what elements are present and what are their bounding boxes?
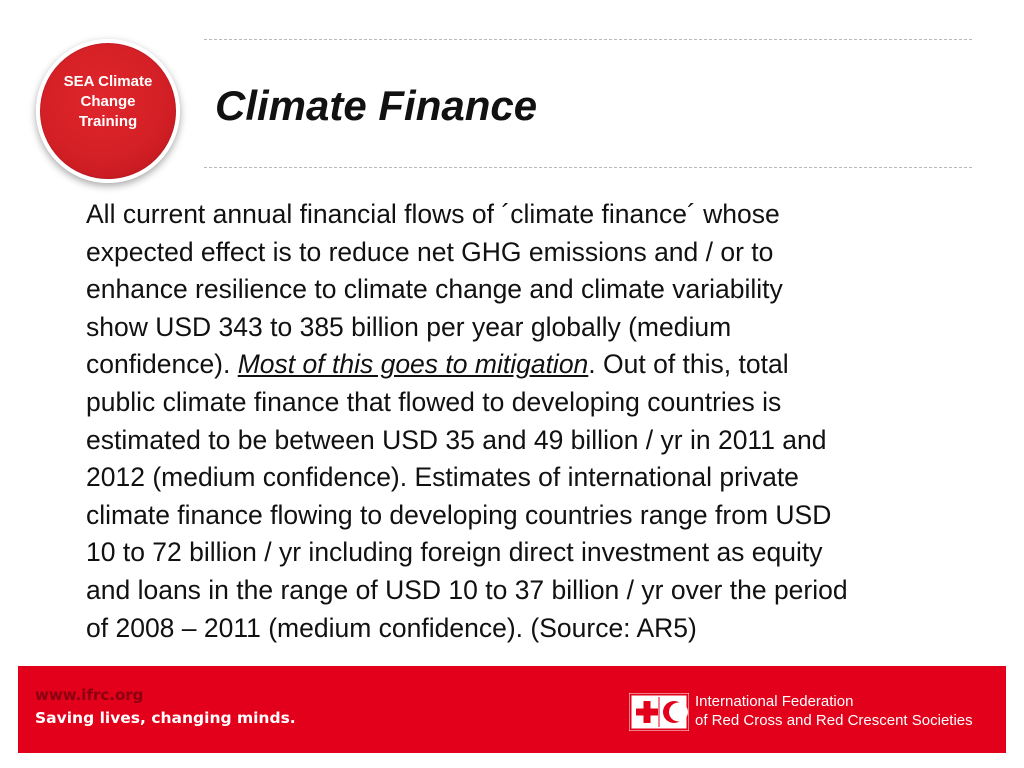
website-url: www.ifrc.org — [35, 686, 144, 704]
header-divider-bottom — [204, 167, 972, 168]
training-badge — [36, 39, 180, 183]
body-text-segment: . Out of this, total — [588, 349, 789, 380]
body-line: enhance resilience to climate change and climate variability — [86, 274, 783, 305]
badge-line: Change — [80, 93, 136, 110]
badge-line: SEA Climate — [63, 73, 153, 90]
body-line: estimated to be between USD 35 and 49 billion / yr in 2011 and — [86, 424, 827, 455]
body-line: and loans in the range of USD 10 to 37 billion / yr over the period — [86, 574, 848, 605]
organization-name-line: of Red Cross and Red Crescent Societies — [695, 712, 973, 729]
body-line: 2012 (medium confidence). Estimates of international private — [86, 462, 799, 493]
tagline: Saving lives, changing minds. — [35, 709, 296, 727]
badge-line: Training — [78, 113, 138, 130]
footer-banner — [18, 666, 1006, 753]
organization-name-line: International Federation — [695, 693, 854, 710]
slide-title: Climate Finance — [215, 82, 538, 129]
body-line: public climate finance that flowed to developing countries is — [86, 386, 782, 417]
slide-body — [86, 196, 996, 647]
badge-label — [53, 72, 163, 132]
body-text-segment: confidence). — [86, 349, 238, 380]
header-divider-top — [204, 39, 972, 40]
red-cross-red-crescent-logo-icon — [629, 693, 689, 731]
body-line: expected effect is to reduce net GHG emissions and / or to — [86, 236, 774, 267]
body-line: of 2008 – 2011 (medium confidence). (Source: AR5) — [86, 612, 697, 643]
organization-name — [695, 692, 973, 730]
body-line — [86, 346, 996, 384]
body-line: All current annual financial flows of ´climate finance´ whose — [86, 199, 780, 229]
body-line: 10 to 72 billion / yr including foreign direct investment as equity — [86, 537, 823, 568]
emphasized-phrase: Most of this goes to mitigation — [237, 349, 589, 380]
body-line: climate finance flowing to developing countries range from USD — [86, 499, 832, 530]
body-line: show USD 343 to 385 billion per year globally (medium — [86, 311, 732, 342]
